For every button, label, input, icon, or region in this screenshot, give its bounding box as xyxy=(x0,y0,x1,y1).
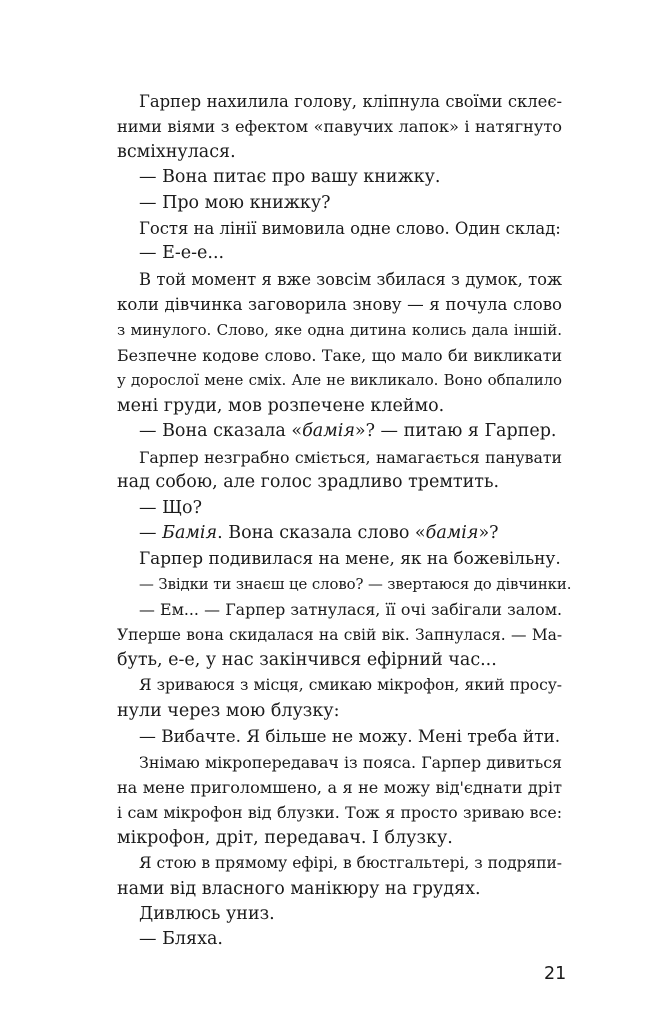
body-text xyxy=(117,89,572,953)
paragraph xyxy=(117,445,562,496)
text-line: Уперше вона скидалася на свій вік. Запнулася. — Ма- xyxy=(117,625,562,644)
paragraph xyxy=(117,546,562,571)
text-line: — Про мою книжку? xyxy=(139,192,331,213)
paragraph xyxy=(117,724,562,749)
text-line: — Бляха. xyxy=(139,929,223,950)
text-line: буть, е-е, у нас закінчився ефірний час... xyxy=(117,649,497,670)
text-line: — Вона питає про вашу книжку. xyxy=(139,167,441,188)
text-line: — Звідки ти знаєш це слово? — звертаюся до дівчинки. xyxy=(139,574,572,593)
paragraph xyxy=(117,496,562,521)
text-line: — Ем... — Гарпер затнулася, її очі забігали залом. xyxy=(139,600,562,620)
text-line: — Що? xyxy=(139,497,202,518)
paragraph xyxy=(117,902,562,927)
text-line: нули через мою блузку: xyxy=(117,700,340,721)
paragraph xyxy=(117,419,562,444)
text-line: Я стою в прямому ефірі, в бюстгальтері, з подряпи- xyxy=(139,854,562,873)
text-line: на мене приголомшено, а я не можу від'єднати дріт xyxy=(117,777,562,797)
text-line: Гарпер незграбно сміється, намагається панувати xyxy=(139,447,562,467)
text-line: Дивлюсь униз. xyxy=(139,904,275,924)
text-line: нами від власного манікюру на грудях. xyxy=(117,878,481,899)
text-line: над собою, але голос зрадливо тремтить. xyxy=(117,472,500,493)
text-line: Гарпер нахилила голову, кліпнула своїми склеє- xyxy=(139,92,562,111)
paragraph xyxy=(117,216,562,241)
text-line: Безпечне кодове слово. Таке, що мало би викликати xyxy=(117,346,562,366)
text-line: — Вона сказала «бамія»? — питаю я Гарпер. xyxy=(139,421,557,442)
text-line: — Бамія. Вона сказала слово «бамія»? xyxy=(139,522,499,543)
text-line: коли дівчинка заговорила знову — я почула слово xyxy=(117,295,562,315)
text-line: Знімаю мікропередавач із пояса. Гарпер дивиться xyxy=(139,752,562,772)
text-line: Я зриваюся з місця, смикаю мікрофон, який просу- xyxy=(139,676,562,695)
paragraph xyxy=(117,673,562,724)
paragraph xyxy=(117,750,562,852)
text-line: — Вибачте. Я більше не можу. Мені треба йти. xyxy=(139,726,561,747)
text-line: всміхнулася. xyxy=(117,141,236,162)
paragraph xyxy=(117,572,572,597)
paragraph xyxy=(117,191,562,216)
text-line: мені груди, мов розпечене клеймо. xyxy=(117,395,445,416)
paragraph xyxy=(117,851,562,902)
text-line: Гарпер подивилася на мене, як на божевільну. xyxy=(139,548,561,569)
text-line: з минулого. Слово, яке одна дитина колись дала іншій. xyxy=(117,320,562,339)
paragraph xyxy=(117,927,562,952)
text-line: — Е-е-е... xyxy=(139,243,225,264)
paragraph xyxy=(117,521,562,546)
page-number: 21 xyxy=(544,964,567,984)
text-line: ними віями з ефектом «павучих лапок» і натягнуто xyxy=(117,117,562,137)
text-line: мікрофон, дріт, передавач. І блузку. xyxy=(117,827,453,848)
text-line: у дорослої мене сміх. Але не викликало. Воно обпалило xyxy=(117,371,562,390)
paragraph xyxy=(117,597,562,673)
paragraph xyxy=(117,241,562,266)
paragraph xyxy=(117,165,562,190)
paragraph xyxy=(117,267,562,419)
paragraph xyxy=(117,89,562,165)
text-line: і сам мікрофон від блузки. Тож я просто зриваю все: xyxy=(117,803,562,823)
text-line: В той момент я вже зовсім збилася з думок, тож xyxy=(139,269,562,289)
text-line: Гостя на лінії вимовила одне слово. Один склад: xyxy=(139,219,561,239)
